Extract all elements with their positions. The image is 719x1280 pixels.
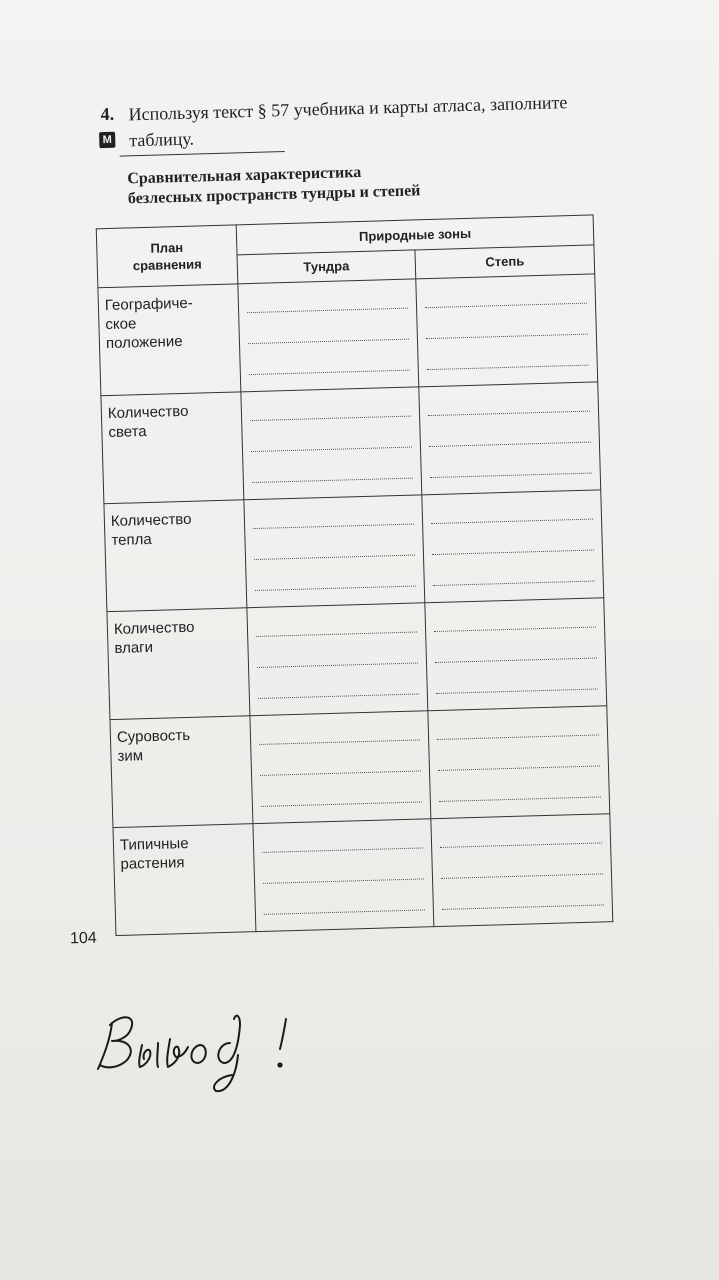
dotted-answer-line [251,464,412,483]
dotted-answer-line [435,644,597,664]
dotted-answer-line [428,397,590,417]
row-label: Количество света [101,392,244,504]
row-label: Типичные растения [113,824,256,936]
dotted-answer-line [253,510,414,529]
header-plan [96,225,238,288]
table-title-line1: Сравнительная характеристика [127,163,362,188]
answer-cell-steppe[interactable] [419,382,601,495]
dotted-answer-line [426,351,588,371]
handwritten-note-text [90,995,93,996]
dotted-answer-line [248,356,409,375]
row-label: Количество влаги [107,608,250,720]
table-title [127,156,613,210]
dotted-answer-line [261,787,422,806]
dotted-answer-line [432,567,594,587]
dotted-answer-line [256,618,417,637]
m-badge-icon: М [99,132,115,148]
dotted-answer-line [429,459,591,479]
row-label: Суровость зим [110,716,253,828]
dotted-answer-line [260,756,421,775]
header-zones: Природные зоны [236,215,594,254]
answer-cell-steppe[interactable] [416,274,598,387]
dotted-answer-line [437,720,599,740]
answer-cell-steppe[interactable] [428,706,610,819]
task-header [70,80,611,153]
dotted-answer-line [250,402,411,421]
dotted-answer-line [426,320,588,340]
dotted-answer-line [264,895,425,914]
answer-cell-tundra[interactable] [253,819,434,932]
answer-cell-steppe[interactable] [431,814,613,927]
dotted-answer-line [248,325,409,344]
table-row [98,274,598,396]
header-plan-line1: План [150,239,184,256]
comparison-table [96,214,614,936]
dotted-answer-line [258,679,419,698]
page-number: 104 [69,929,97,948]
dotted-answer-line [425,289,587,309]
dotted-answer-line [263,864,424,883]
dotted-answer-line [432,536,594,556]
answer-cell-steppe[interactable] [422,490,604,603]
table-row [113,814,613,936]
handwriting-drawing [90,995,320,1105]
table-body [98,274,613,936]
answer-cell-tundra[interactable] [250,711,431,824]
row-label: Географиче- ское положение [98,284,241,396]
row-label: Количество тепла [104,500,247,612]
dotted-answer-line [438,782,600,802]
task-instruction: Используя текст § 57 учебника и карты атласа, заполните таблицу. [128,92,568,151]
answer-cell-tundra[interactable] [238,279,419,392]
dotted-answer-line [254,541,415,560]
table-title-line2: безлесных пространств тундры и степей [127,182,421,208]
table-row [110,706,610,828]
dotted-answer-line [441,859,603,879]
answer-cell-tundra[interactable] [244,495,425,608]
answer-cell-steppe[interactable] [425,598,607,711]
header-plan-line2: сравнения [132,256,202,274]
header-steppe: Степь [415,244,595,278]
dotted-answer-line [251,433,412,452]
dotted-answer-line [435,675,597,695]
dotted-answer-line [429,428,591,448]
answer-cell-tundra[interactable] [241,387,422,500]
handwritten-note [90,995,320,1105]
dotted-answer-line [247,294,408,313]
dotted-answer-line [259,725,420,744]
dotted-answer-line [255,572,416,591]
header-tundra: Тундра [237,249,416,283]
task-number: 4. [100,103,115,125]
page-content [70,80,633,937]
dotted-answer-line [441,890,603,910]
dotted-answer-line [257,649,418,668]
dotted-answer-line [262,833,423,852]
dotted-answer-line [431,505,593,525]
dotted-answer-line [438,751,600,771]
answer-cell-tundra[interactable] [247,603,428,716]
dotted-answer-line [440,828,602,848]
table-row [101,382,601,504]
table-row [104,490,604,612]
table-row [107,598,607,720]
dotted-answer-line [434,613,596,633]
